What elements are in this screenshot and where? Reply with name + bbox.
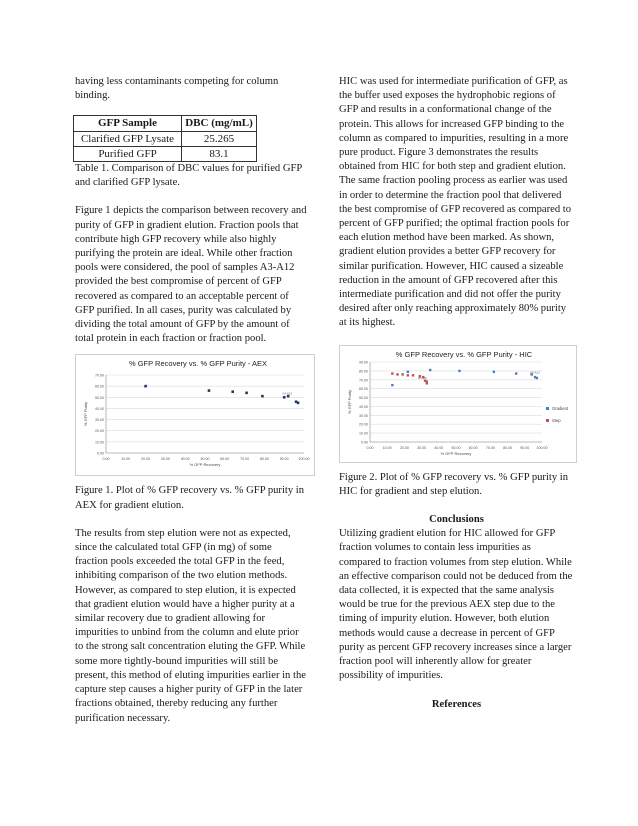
data-point-gradient [144, 385, 147, 388]
y-tick-label: 90.00 [359, 360, 368, 365]
references-heading: References [431, 698, 482, 710]
data-point-gradient [458, 369, 460, 371]
data-point-gradient [283, 396, 286, 399]
right-column [339, 75, 574, 712]
x-tick-label: 100.00 [536, 445, 548, 450]
y-tick-label: 60.00 [359, 386, 368, 391]
data-point-gradient [245, 392, 248, 395]
paragraph-figure1-discussion: Figure 1 depicts the comparison between recovery and purity of GFP in gradient elution. Fraction pools that contribute high GFP recovery while also highly purifying the protein are ideal. While other fraction pools were considered, the pool of samples A3-A12 provided the best compromise of percent of GFP recovered as compared to an acceptable percent of GFP purified. In all cases, purity was calculated by dividing the total amount of GFP by the amount of total protein in each fraction or fraction pool. [75, 205, 307, 345]
table-cell-sample: Purified GFP [74, 146, 182, 161]
x-axis-label: % GFP Recovery [440, 450, 472, 456]
x-tick-label: 40.00 [434, 445, 444, 450]
data-point-gradient [536, 376, 538, 378]
table-cell-sample: Clarified GFP Lysate [74, 131, 182, 146]
table-row [74, 146, 257, 161]
data-point-step [407, 374, 409, 376]
x-tick-label: 30.00 [160, 457, 170, 462]
paragraph-step-elution: The results from step elution were not as expected, since the calculated total GFP (in mg) of some fraction pools exceeded the total GFP in the feed, inhibiting comparison of the two elution methods. However, as compared to step elution, it is expected that gradient elution would have a higher purity at a similar recovery due to gradient allowing for impurities to unbind from the column and elute prior to the strong salt concentration eluting the GFP. While some more tightly-bound impurities will still be present, this method of eluting impurities earlier in the capture step causes a higher purity of GFP in the later fractions obtained, thereby reducing any further purification necessary. [75, 527, 306, 724]
y-tick-label: 80.00 [359, 369, 368, 374]
annotation-label: A5-A12 [529, 370, 540, 375]
y-tick-label: 10.00 [359, 431, 368, 436]
x-tick-label: 30.00 [417, 445, 427, 450]
x-tick-label: 90.00 [279, 457, 289, 462]
conclusions-text: Utilizing gradient elution for HIC allowed for GFP fraction volumes to contain less impurities as compared to fraction volumes from step elution. While an effective comparison could not be deduced from the data collected, it is expected that the same analysis would be true for the previous AEX step due to the timing of impurity elution. However, both elution methods would cause a decrease in percent of GFP purity as percent GFP recovery increases since a larger fraction pool will inherently allow for greater possibility of impurities. [339, 528, 573, 682]
data-point-gradient [261, 395, 264, 398]
y-tick-label: 50.00 [95, 396, 104, 401]
annotation-label: A3-A12 [282, 391, 293, 396]
x-tick-label: 50.00 [451, 445, 461, 450]
y-tick-label: 50.00 [359, 395, 368, 400]
data-point-gradient [297, 402, 300, 405]
table-header-row [74, 116, 257, 131]
legend-swatch [546, 419, 549, 422]
figure-2 [339, 345, 577, 463]
x-tick-label: 10.00 [382, 445, 392, 450]
figure-2-caption: Figure 2. Plot of % GFP recovery vs. % GFP purity in HIC for gradient and step elution. [339, 471, 569, 497]
x-tick-label: 20.00 [399, 445, 409, 450]
y-tick-label: 20.00 [359, 422, 368, 427]
y-tick-label: 40.00 [359, 404, 368, 409]
conclusions-heading: Conclusions [429, 514, 484, 526]
y-axis-label: % GFP Purity [83, 402, 88, 427]
y-tick-label: 60.00 [95, 385, 104, 390]
data-point-step [401, 373, 403, 375]
y-tick-label: 20.00 [95, 429, 104, 434]
x-tick-label: 70.00 [485, 445, 495, 450]
paragraph-hic: HIC was used for intermediate purification of GFP, as the buffer used exposes the hydrophobic regions of GFP and results in a conformational change of the protein. This allows for increased GFP binding to the column as compared to impurities, resulting in a more pure product. Figure 3 demonstrates the results obtained from HIC for both step and gradient elution. The same fraction pooling process as earlier was used in order to determine the fraction pool that delivered the best compromise of GFP recovered as compared to percent of GFP purified; the optimal fraction pools for each elution method have been marked. As shown, gradient elution provides a better GFP recovery for similar purification. However, HIC caused a sizeable reduction in the amount of GFP recovered after this intermediate purification and did not offer the purity desired after only reaching approximately 80% purity at its highest. [339, 76, 572, 329]
y-tick-label: 0.00 [361, 440, 368, 445]
x-tick-label: 90.00 [520, 445, 530, 450]
figure-1 [75, 354, 315, 476]
data-point-gradient [407, 370, 409, 372]
x-tick-label: 20.00 [141, 457, 151, 462]
aex-scatter-chart [76, 355, 314, 475]
x-tick-label: 10.00 [121, 457, 131, 462]
table-cell-dbc: 83.1 [182, 146, 257, 161]
x-tick-label: 80.00 [503, 445, 513, 450]
x-tick-label: 60.00 [468, 445, 478, 450]
table-caption: Table 1. Comparison of DBC values for purified GFP and clarified GFP lysate. [75, 163, 302, 189]
x-tick-label: 60.00 [220, 457, 230, 462]
y-tick-label: 10.00 [95, 440, 104, 445]
x-tick-label: 0.00 [366, 445, 374, 450]
x-tick-label: 70.00 [240, 457, 250, 462]
x-tick-label: 0.00 [102, 457, 110, 462]
legend-label: Step [552, 417, 561, 423]
table-header-dbc: DBC (mg/mL) [182, 116, 257, 131]
x-tick-label: 40.00 [180, 457, 190, 462]
data-point-step [426, 382, 428, 384]
legend-label: Gradient [552, 405, 569, 411]
x-axis-label: % GFP Recovery [189, 462, 221, 468]
x-tick-label: 50.00 [200, 457, 210, 462]
data-point-gradient [391, 384, 393, 386]
table-cell-dbc: 25.265 [182, 131, 257, 146]
x-tick-label: 100.00 [298, 457, 310, 462]
data-point-step [396, 373, 398, 375]
table-row [74, 131, 257, 146]
legend-swatch [546, 407, 549, 410]
y-tick-label: 30.00 [95, 418, 104, 423]
y-tick-label: 30.00 [359, 413, 368, 418]
data-point-gradient [493, 370, 495, 372]
data-point-gradient [515, 372, 517, 374]
x-tick-label: 80.00 [259, 457, 269, 462]
data-point-step [391, 372, 393, 374]
dbc-table [73, 115, 257, 162]
data-point-gradient [208, 390, 211, 393]
left-column [75, 75, 310, 726]
data-point-step [412, 374, 414, 376]
annotation-label: B5-B9 [418, 375, 427, 380]
y-tick-label: 40.00 [95, 407, 104, 412]
y-axis-label: % GFP Purity [347, 389, 352, 414]
data-point-gradient [429, 368, 431, 370]
y-tick-label: 70.00 [95, 373, 104, 378]
intro-text: having less contaminants competing for column binding. [75, 76, 279, 102]
y-tick-label: 0.00 [97, 451, 104, 456]
y-tick-label: 70.00 [359, 377, 368, 382]
hic-scatter-chart [340, 346, 576, 462]
data-point-gradient [231, 391, 234, 394]
table-header-sample: GFP Sample [74, 116, 182, 131]
figure-1-caption: Figure 1. Plot of % GFP recovery vs. % GFP purity in AEX for gradient elution. [75, 485, 305, 511]
chart-title: % GFP Recovery vs. % GFP Purity - HIC [395, 349, 533, 359]
chart-title: % GFP Recovery vs. % GFP Purity - AEX [128, 359, 268, 369]
